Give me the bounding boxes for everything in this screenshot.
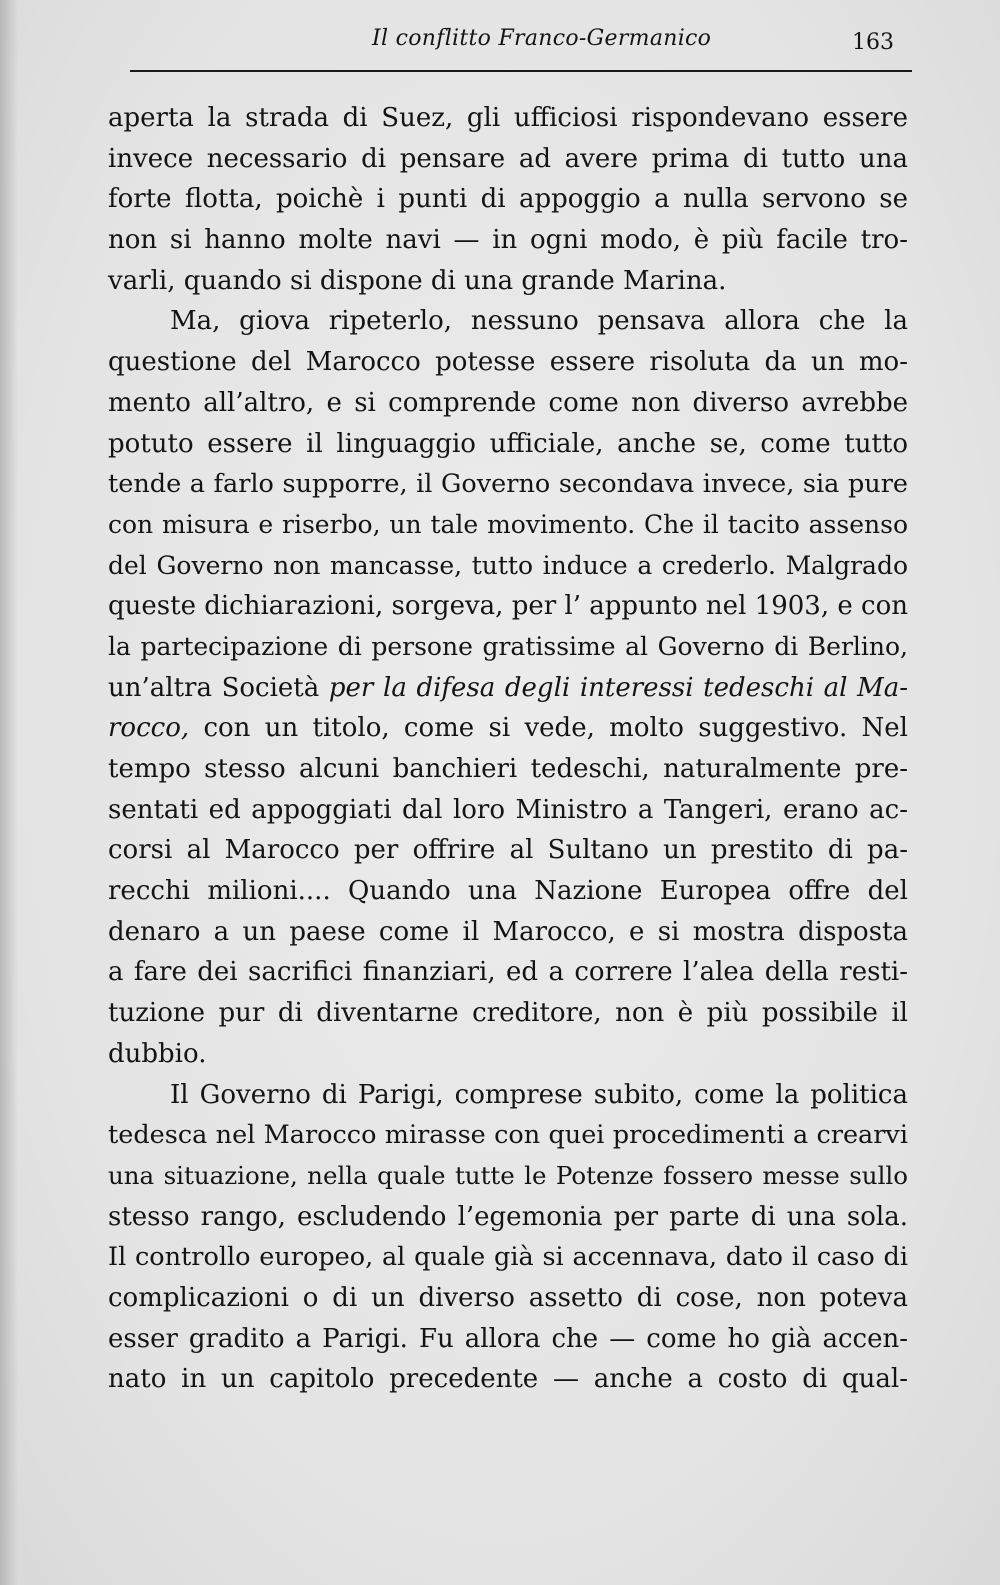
text-run: un’altra Società [108,672,329,703]
text-line: forte flotta, poichè i punti di appoggio a nulla servono se [108,184,908,215]
text-line: varli, quando si dispone di una grande Marina. [108,265,727,296]
text-line: recchi milioni.... Quando una Nazione Europea offre del [108,876,908,907]
text-line [108,708,908,749]
text-line: aperta la strada di Suez, gli ufficiosi rispondevano essere [108,103,908,133]
text-line: la partecipazione di persone gratissime al Governo di Berlino, [108,631,908,661]
text-line: dubbio. [108,1038,207,1069]
header-rule [130,70,912,72]
text-line: non si hanno molte navi — in ogni modo, è più facile tro- [108,225,908,256]
text-line: con misura e riserbo, un tale movimento. Che il tacito assenso [108,509,908,539]
text-line: invece necessario di pensare ad avere prima di tutto una [108,143,908,174]
italic-title: rocco, [108,713,190,744]
text-line: tuzione pur di diventarne creditore, non è più possibile il [108,998,908,1029]
text-line: tedesca nel Marocco mirasse con quei procedimenti a crearvi [108,1120,908,1151]
text-line: Ma, giova ripeterlo, nessuno pensava allora che la [170,306,908,337]
text-line: una situazione, nella quale tutte le Potenze fossero messe sullo [108,1160,908,1190]
page-header [0,22,1000,62]
text-line: complicazioni o di un diverso assetto di cose, non poteva [108,1282,908,1313]
text-line: a fare dei sacrifici finanziari, ed a correre l’alea della resti- [108,957,908,988]
text-line: queste dichiarazioni, sorgeva, per l’ appunto nel 1903, e con [108,591,908,622]
text-line [108,668,908,709]
text-line: del Governo non mancasse, tutto induce a crederlo. Malgrado [108,550,908,580]
text-run: con un titolo, come si vede, molto suggestivo. Nel [189,713,908,744]
text-line: stesso rango, escludendo l’egemonia per parte di una sola. [108,1201,908,1232]
text-line: tende a farlo supporre, il Governo secondava invece, sia pure [108,469,908,500]
text-line: corsi al Marocco per offrire al Sultano un prestito di pa- [108,835,908,866]
text-line: nato in un capitolo precedente — anche a costo di qual- [108,1364,908,1395]
running-head: Il conflitto Franco-Germanico [372,26,712,51]
text-line: questione del Marocco potesse essere risoluta da un mo- [108,347,908,378]
text-line: denaro a un paese come il Marocco, e si mostra disposta [108,916,908,947]
text-line: Il controllo europeo, al quale già si accennava, dato il caso di [108,1242,908,1273]
body-text [108,98,908,1400]
text-line: Il Governo di Parigi, comprese subito, come la politica [170,1079,908,1110]
spine-shadow [0,0,18,1585]
text-line: sentati ed appoggiati dal loro Ministro a Tangeri, erano ac- [108,794,908,825]
text-line: tempo stesso alcuni banchieri tedeschi, naturalmente pre- [108,754,908,784]
page-number: 163 [852,30,894,55]
text-line: potuto essere il linguaggio ufficiale, anche se, come tutto [108,428,908,459]
italic-title: per la difesa degli interessi tedeschi al Ma- [328,672,909,703]
text-line: esser gradito a Parigi. Fu allora che — come ho già accen- [108,1323,908,1354]
text-line: mento all’altro, e si comprende come non diverso avrebbe [108,387,908,418]
